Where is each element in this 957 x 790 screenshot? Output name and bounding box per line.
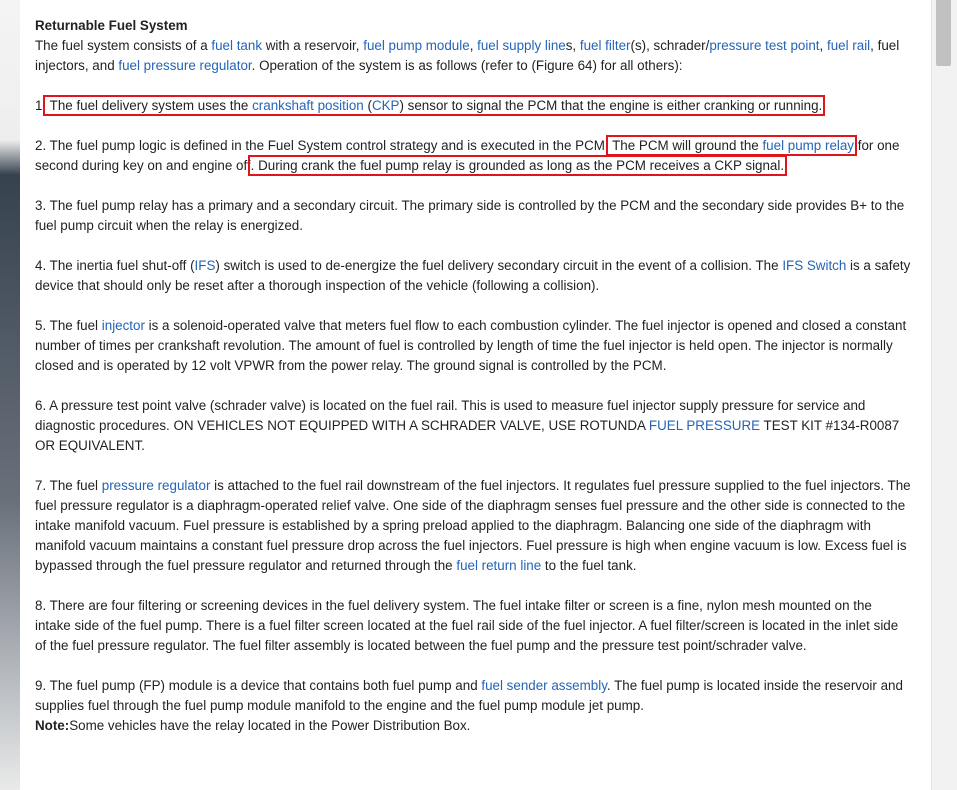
step-text: 7. The fuel <box>35 478 102 493</box>
step-text: ) switch is used to de-energize the fuel delivery secondary circuit in the event of a collision. The <box>215 258 783 273</box>
link-ifs-switch[interactable]: IFS Switch <box>782 258 847 273</box>
step-text: TEST KIT #134-R0087 OR EQUIVALENT. <box>35 418 900 453</box>
step-text: The PCM will ground the <box>608 138 763 153</box>
link-fuel-filter[interactable]: fuel filter <box>579 38 631 53</box>
intro-text: The fuel system consists of a <box>35 38 212 53</box>
article-content <box>35 16 911 736</box>
step-text: . The fuel pump is located inside the reservoir and supplies fuel through the fuel pump module manifold to the engine and the fuel pump module jet pump. <box>35 678 903 713</box>
background-window-edge <box>0 0 20 790</box>
step-text: 5. The fuel <box>35 318 102 333</box>
intro-text: , <box>469 38 478 53</box>
step-text: is attached to the fuel rail downstream of the fuel injectors. It regulates fuel pressure supplied to the fuel injectors. The fuel pressure regulator is a diaphragm-operated relief valve. One side of the diaphragm senses fuel pressure and the other side is connected to the intake manifold vacuum. Fuel pressure is established by a spring preload applied to the diaphragm. Balancing one side of the diaphragm with manifold vacuum maintains a constant fuel pressure drop across the fuel injectors. Fuel pressure is high when engine vacuum is low. Excess fuel is bypassed through the fuel pressure regulator and returned through the <box>35 478 911 573</box>
intro-text: , fuel injectors, and <box>35 38 900 73</box>
link-pressure-regulator[interactable]: pressure regulator <box>101 478 211 493</box>
step-text: The fuel delivery system uses the <box>46 98 253 113</box>
step-5-paragraph <box>35 316 911 376</box>
step-text: 4. The inertia fuel shut-off ( <box>35 258 195 273</box>
scrollbar-thumb[interactable] <box>936 0 951 66</box>
link-ifs[interactable]: IFS <box>194 258 216 273</box>
link-pressure-test-point[interactable]: pressure test point <box>709 38 820 53</box>
link-fuel-pressure-regulator[interactable]: fuel pressure regulator <box>118 58 252 73</box>
link-ckp[interactable]: CKP <box>371 98 400 113</box>
step-6-paragraph <box>35 396 911 456</box>
step-8-paragraph: 8. There are four filtering or screening devices in the fuel delivery system. The fuel intake filter or screen is a fine, nylon mesh mounted on the intake side of the fuel pump. There is a fuel filter screen located at the fuel rail side of the fuel injector. A fuel filter/screen is located in the inlet side of the fuel pressure regulator. The fuel filter assembly is located between the fuel pump and the pressure test point/schrader valve. <box>35 598 899 653</box>
step-text: 6. A pressure test point valve (schrader valve) is located on the fuel rail. This is used to measure fuel injector supply pressure for service and diagnostic procedures. ON VEHICLES NOT EQUIPPED WITH A SCHRADER VALVE, USE ROTUNDA <box>35 398 866 433</box>
vertical-scrollbar[interactable] <box>931 0 957 790</box>
link-fuel-sender-assembly[interactable]: fuel sender assembly <box>481 678 607 693</box>
step-9-paragraph <box>35 676 911 736</box>
step-7-paragraph <box>35 476 911 576</box>
highlight-box-ckp <box>46 98 822 113</box>
step-text: ) sensor to signal the PCM that the engine is either cranking or running. <box>399 98 823 113</box>
note-label: Note: <box>35 718 70 733</box>
step-text: is a safety device that should only be reset after a thorough inspection of the vehicle (following a collision). <box>35 258 911 293</box>
link-injector[interactable]: injector <box>101 318 145 333</box>
link-fuel-pump-relay[interactable]: fuel pump relay <box>762 138 855 153</box>
step-text: to the fuel tank. <box>541 558 637 573</box>
step-text: 9. The fuel pump (FP) module is a device that contains both fuel pump and <box>35 678 482 693</box>
intro-text: , <box>819 38 827 53</box>
intro-text: . Operation of the system is as follows (refer to (Figure 64) for all others): <box>251 58 683 73</box>
intro-text: with a reservoir, <box>262 38 364 53</box>
step-2-paragraph <box>35 136 911 176</box>
intro-paragraph <box>35 16 911 76</box>
step-text: 2. The fuel pump logic is defined in the Fuel System control strategy and is executed in the PCM. <box>35 138 609 153</box>
step-4-paragraph <box>35 256 911 296</box>
step-text: ( <box>363 98 372 113</box>
link-fuel-supply-line[interactable]: fuel supply line <box>477 38 566 53</box>
link-fuel-tank[interactable]: fuel tank <box>211 38 263 53</box>
link-fuel-rail[interactable]: fuel rail <box>826 38 871 53</box>
step-1-paragraph <box>35 96 911 116</box>
highlight-box-ground-relay <box>609 138 854 153</box>
highlight-box-crank-ckp: . During crank the fuel pump relay is grounded as long as the PCM receives a CKP signal. <box>250 158 785 173</box>
step-text: for one second during key on and engine off <box>35 138 900 173</box>
note-text: Some vehicles have the relay located in the Power Distribution Box. <box>69 718 471 733</box>
step-3-paragraph: 3. The fuel pump relay has a primary and a secondary circuit. The primary side is controlled by the PCM and the secondary side provides B+ to the fuel pump circuit when the relay is energized. <box>35 198 905 233</box>
link-fuel-return-line[interactable]: fuel return line <box>456 558 542 573</box>
step-number: 1. <box>35 98 47 113</box>
link-crankshaft-position[interactable]: crankshaft position <box>252 98 364 113</box>
intro-text: s, <box>565 38 580 53</box>
intro-text: (s), schrader/ <box>630 38 710 53</box>
step-text: is a solenoid-operated valve that meters fuel flow to each combustion cylinder. The fuel injector is opened and closed a constant number of times per crankshaft revolution. The amount of fuel is controlled by length of time the fuel injector is held open. The injector is normally closed and is operated by 12 volt VPWR from the power relay. The ground signal is controlled by the PCM. <box>35 318 907 373</box>
link-fuel-pump-module[interactable]: fuel pump module <box>363 38 470 53</box>
section-title: Returnable Fuel System <box>35 18 188 33</box>
link-fuel-pressure[interactable]: FUEL PRESSURE <box>648 418 761 433</box>
